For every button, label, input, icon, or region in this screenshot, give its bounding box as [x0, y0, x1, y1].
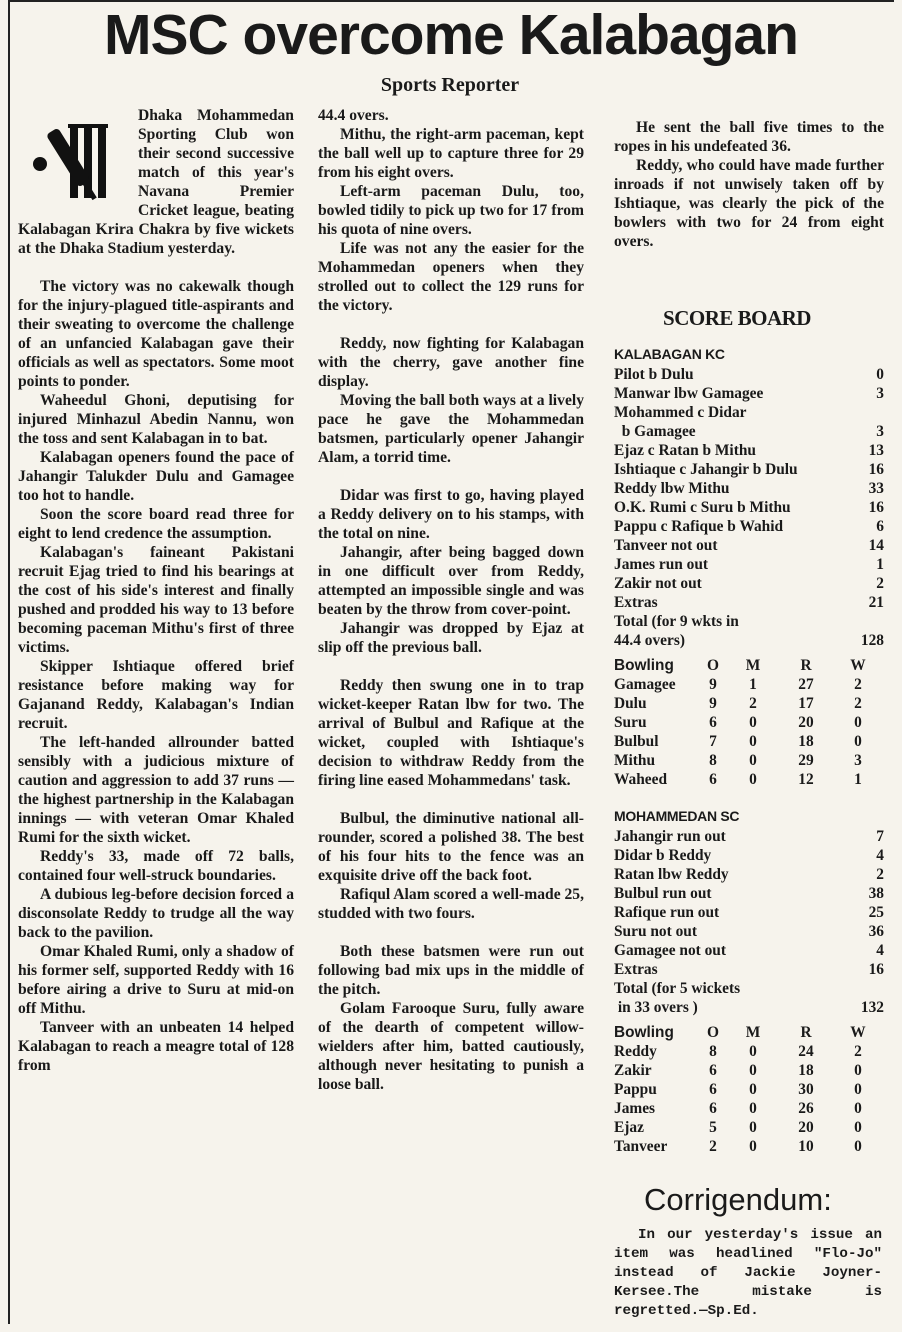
- batsman-runs: 3: [876, 385, 884, 402]
- paragraph: Mithu, the right-arm paceman, kept the ball well up to capture three for 29 from his eight overs.: [318, 126, 584, 181]
- bowling-figure: 0: [854, 1138, 862, 1155]
- batsman-dismissal: Suru not out: [614, 923, 697, 940]
- batsman-runs: 7: [876, 828, 884, 845]
- bowling-header-cell: R: [800, 1024, 812, 1041]
- paragraph: Kalabagan's faineant Pakistani recruit Ejag tried to find his bearings at the cost of his side's interest and finally pushed and prodded his way to 13 before becoming paceman Mithu's first of three victims.: [18, 544, 294, 656]
- batsman-runs: 132: [860, 999, 884, 1016]
- batting-row: [614, 422, 884, 441]
- batsman-runs: [856, 612, 884, 631]
- batsman-runs: 16: [868, 961, 884, 978]
- paragraph: Jahangir was dropped by Ejaz at slip off the previous ball.: [318, 620, 584, 656]
- batsman-runs: 33: [868, 480, 884, 497]
- batsman-dismissal: Extras: [614, 594, 658, 611]
- batsman-runs: 13: [868, 442, 884, 459]
- corrigendum-title: Corrigendum:: [644, 1182, 832, 1217]
- bowling-header-cell: Bowling: [614, 657, 674, 674]
- bowling-figure: 0: [854, 1062, 862, 1079]
- batsman-dismissal: Extras: [614, 961, 658, 978]
- batting-row: [614, 960, 884, 979]
- batsman-dismissal: b Gamagee: [614, 423, 696, 440]
- bowling-figure: 18: [798, 733, 814, 750]
- batting-row: [614, 403, 884, 422]
- bowling-figure: 0: [749, 1138, 757, 1155]
- lead-paragraph: Dhaka Mohammedan Sporting Club won their second successive match of this year's Navana Premier Cricket league, beating Kalabagan Krira Chakra by five wickets at the Dhaka Stadium yesterday.: [18, 107, 294, 257]
- bowling-figure: 0: [854, 1119, 862, 1136]
- batsman-dismissal: James run out: [614, 556, 709, 573]
- bowling-figure: 7: [709, 733, 717, 750]
- bowling-header-cell: M: [745, 1024, 761, 1041]
- bowling-figure: 6: [709, 1081, 717, 1098]
- batsman-runs: 3: [876, 423, 884, 440]
- bowler-name: Waheed: [614, 771, 668, 788]
- bowling-figure: 2: [709, 1138, 717, 1155]
- batsman-dismissal: Bulbul run out: [614, 885, 712, 902]
- batsman-dismissal: Ratan lbw Reddy: [614, 866, 729, 883]
- bowler-name: James: [614, 1100, 656, 1117]
- batsman-runs: 16: [868, 499, 884, 516]
- article-column-1: [18, 106, 294, 1075]
- paragraph: Both these batsmen were run out following bad mix ups in the middle of the pitch.: [318, 943, 584, 998]
- paragraph: Life was not any the easier for the Mohammedan openers when they strolled out to collect the 129 runs for the victory.: [318, 240, 584, 314]
- batsman-dismissal: Manwar lbw Gamagee: [614, 385, 764, 402]
- paragraph: Rafiqul Alam scored a well-made 25, studded with two fours.: [318, 886, 585, 922]
- bowling-header-cell: O: [707, 1024, 719, 1041]
- bowler-name: Reddy: [614, 1043, 657, 1060]
- batsman-runs: 38: [868, 885, 884, 902]
- batting-row: [614, 827, 884, 846]
- batting-row: [614, 941, 884, 960]
- batsman-runs: 25: [868, 904, 884, 921]
- paragraph: Reddy then swung one in to trap wicket-keeper Ratan lbw for two. The arrival of Bulbul and Rafique at the wicket, coupled with Ishtiaque's decision to withdraw Reddy from the firing line eased Mohammedans' task.: [318, 677, 584, 789]
- bowler-name: Mithu: [614, 752, 656, 769]
- batting-row: [614, 865, 884, 884]
- bowling-figure: 2: [854, 1043, 862, 1060]
- batting-row: [614, 460, 884, 479]
- batting-row: [614, 846, 884, 865]
- article-column-3: [614, 118, 884, 251]
- batsman-runs: 2: [876, 575, 884, 592]
- batsman-dismissal: Tanveer not out: [614, 537, 718, 554]
- batsman-runs: 6: [876, 518, 884, 535]
- batting-row: [614, 479, 884, 498]
- bowling-header-cell: Bowling: [614, 1024, 674, 1041]
- bowling-header-cell: W: [850, 1024, 866, 1041]
- bowler-name: Tanveer: [614, 1138, 668, 1155]
- bowling-figure: 8: [709, 1043, 717, 1060]
- bowling-figure: 18: [798, 1062, 814, 1079]
- bowling-figure: 0: [749, 1062, 757, 1079]
- paragraph: Moving the ball both ways at a lively pace he gave the Mohammedan batsmen, particularly opener Jahangir Alam, a torrid time.: [318, 392, 584, 466]
- bowling-table: [614, 656, 884, 789]
- bowling-figure: 20: [798, 1119, 814, 1136]
- bowling-figure: 6: [709, 1100, 717, 1117]
- bowling-header-cell: R: [800, 657, 812, 674]
- batting-row: [614, 631, 884, 650]
- batsman-runs: [856, 979, 884, 998]
- batting-list: [614, 365, 884, 650]
- batting-row: [614, 979, 884, 998]
- batsman-dismissal: Mohammed c Didar: [614, 404, 747, 421]
- bowling-header-cell: W: [850, 657, 866, 674]
- batsman-dismissal: Reddy lbw Mithu: [614, 480, 730, 497]
- batsman-dismissal: Jahangir run out: [614, 828, 726, 845]
- batsman-runs: 4: [876, 847, 884, 864]
- corrigendum-text: In our yesterday's issue an item was headlined "Flo-Jo" instead of Jackie Joyner-Kersee.The mistake is regretted.—Sp.Ed.: [614, 1227, 882, 1319]
- bowling-figure: 2: [854, 695, 862, 712]
- article-column-2: [318, 106, 584, 1094]
- batsman-dismissal: Zakir not out: [614, 575, 702, 592]
- bowling-figure: 0: [749, 714, 757, 731]
- bowling-figure: 8: [709, 752, 717, 769]
- bowling-figure: 0: [749, 752, 757, 769]
- paragraph: Reddy, who could have made further inroads if not unwisely taken off by Ishtiaque, was clearly the pick of the bowlers with two for 24 from eight overs.: [614, 157, 884, 250]
- bowler-name: Pappu: [614, 1081, 657, 1098]
- bowling-figure: 26: [798, 1100, 814, 1117]
- paragraph: Jahangir, after being bagged down in one difficult over from Reddy, attempted an impossible single and was beaten by the throw from cover-point.: [318, 544, 584, 618]
- batting-row: [614, 498, 884, 517]
- bowling-figure: 12: [798, 771, 814, 788]
- batsman-runs: 21: [868, 594, 884, 611]
- batting-row: [614, 998, 884, 1017]
- bowler-name: Zakir: [614, 1062, 652, 1079]
- team-name: KALABAGAN KC: [614, 346, 725, 362]
- batting-list: [614, 827, 884, 1017]
- bowler-name: Suru: [614, 714, 647, 731]
- batting-row: [614, 365, 884, 384]
- batsman-dismissal: Ejaz c Ratan b Mithu: [614, 442, 756, 459]
- scoreboard-title: SCORE BOARD: [663, 306, 811, 330]
- batsman-dismissal: Total (for 5 wickets: [614, 980, 741, 997]
- bowling-figure: 0: [749, 1081, 757, 1098]
- batsman-dismissal: Pilot b Dulu: [614, 366, 694, 383]
- batsman-dismissal: Gamagee not out: [614, 942, 726, 959]
- batting-row: [614, 593, 884, 612]
- paragraph: Soon the score board read three for eight to lend credence the assumption.: [18, 506, 294, 542]
- bowling-figure: 30: [798, 1081, 814, 1098]
- batsman-dismissal: 44.4 overs): [614, 632, 685, 649]
- bowler-name: Dulu: [614, 695, 647, 712]
- batting-row: [614, 574, 884, 593]
- scoreboard-mohammedan: [614, 806, 884, 1156]
- bowling-figure: 27: [798, 676, 814, 693]
- paragraph: Didar was first to go, having played a Reddy delivery on to his stamps, with the total on nine.: [318, 487, 584, 542]
- batting-row: [614, 441, 884, 460]
- bowling-figure: 0: [749, 771, 757, 788]
- batsman-runs: 14: [868, 537, 884, 554]
- bowling-figure: 0: [749, 1043, 757, 1060]
- paragraph: The victory was no cakewalk though for the injury-plagued title-aspirants and their sweating to overcome the challenge of an unfancied Kalabagan gave their officials as well as spectators. Some moot points to ponder.: [18, 278, 294, 390]
- bowling-figure: 0: [749, 1119, 757, 1136]
- bowling-figure: 3: [854, 752, 862, 769]
- bowling-figure: 1: [854, 771, 862, 788]
- scoreboard-kalabagan: [614, 344, 884, 789]
- batting-row: [614, 555, 884, 574]
- bowling-header-cell: O: [707, 657, 719, 674]
- batsman-dismissal: Total (for 9 wkts in: [614, 613, 739, 630]
- batsman-dismissal: Ishtiaque c Jahangir b Dulu: [614, 461, 798, 478]
- bowling-figure: 9: [709, 676, 717, 693]
- batting-row: [614, 612, 884, 631]
- bowling-figure: 0: [749, 733, 757, 750]
- bowling-figure: 0: [854, 1081, 862, 1098]
- bowling-figure: 5: [709, 1119, 717, 1136]
- batting-row: [614, 517, 884, 536]
- paragraph: Omar Khaled Rumi, only a shadow of his former self, supported Reddy with 16 before airing a drive to Suru at mid-on off Mithu.: [18, 943, 294, 1017]
- batsman-runs: 0: [876, 366, 884, 383]
- paragraph: 44.4 overs.: [318, 107, 389, 124]
- batsman-runs: 16: [868, 461, 884, 478]
- paragraph: Golam Farooque Suru, fully aware of the dearth of competent willow-wielders after him, batted cautiously, although never hesitating to punish a loose ball.: [318, 1000, 584, 1093]
- batsman-runs: 1: [876, 556, 884, 573]
- team-name: MOHAMMEDAN SC: [614, 808, 740, 824]
- paragraph: Skipper Ishtiaque offered brief resistance before making way for Gajanand Reddy, Kalabagan's Indian recruit.: [18, 658, 294, 732]
- batsman-runs: 2: [876, 866, 884, 883]
- bowling-figure: 0: [854, 733, 862, 750]
- bowling-figure: 0: [749, 1100, 757, 1117]
- paragraph: The left-handed allrounder batted sensibly with a judicious mixture of caution and aggression to add 37 runs — the highest partnership in the Kalabagan innings — with veteran Omar Khaled Rumi for the sixth wicket.: [18, 734, 294, 846]
- bowling-figure: 0: [854, 1100, 862, 1117]
- bowler-name: Gamagee: [614, 676, 676, 693]
- paragraph: Reddy, now fighting for Kalabagan with the cherry, gave another fine display.: [318, 335, 584, 390]
- bowling-figure: 29: [798, 752, 814, 769]
- batting-row: [614, 536, 884, 555]
- batting-row: [614, 903, 884, 922]
- bowling-figure: 1: [749, 676, 757, 693]
- paragraph: He sent the ball five times to the ropes in his undefeated 36.: [614, 119, 884, 155]
- bowling-figure: 6: [709, 771, 717, 788]
- batsman-dismissal: Rafique run out: [614, 904, 720, 921]
- paragraph: Waheedul Ghoni, deputising for injured Minhazul Abedin Nannu, won the toss and sent Kalabagan in to bat.: [18, 392, 294, 447]
- bowling-figure: 2: [854, 676, 862, 693]
- bowler-name: Bulbul: [614, 733, 659, 750]
- bowling-figure: 9: [709, 695, 717, 712]
- bowling-figure: 20: [798, 714, 814, 731]
- batting-row: [614, 884, 884, 903]
- byline: Sports Reporter: [380, 74, 520, 96]
- paragraph: Kalabagan openers found the pace of Jahangir Talukder Dulu and Gamagee too hot to handle.: [18, 449, 294, 504]
- batsman-dismissal: O.K. Rumi c Suru b Mithu: [614, 499, 791, 516]
- batsman-dismissal: Pappu c Rafique b Wahid: [614, 518, 784, 535]
- batting-row: [614, 384, 884, 403]
- batsman-dismissal: Didar b Reddy: [614, 847, 712, 864]
- batsman-dismissal: in 33 overs ): [614, 999, 698, 1016]
- bowling-figure: 17: [798, 695, 814, 712]
- headline: MSC overcome Kalabagan: [104, 3, 798, 67]
- bowler-name: Ejaz: [614, 1119, 644, 1136]
- batsman-runs: 4: [876, 942, 884, 959]
- batsman-runs: [856, 403, 884, 422]
- bowling-header-cell: M: [745, 657, 761, 674]
- paragraph: Reddy's 33, made off 72 balls, contained four well-struck boundaries.: [18, 848, 294, 884]
- paragraph: Tanveer with an unbeaten 14 helped Kalabagan to reach a meagre total of 128 from: [18, 1019, 294, 1074]
- batsman-runs: 128: [860, 632, 884, 649]
- paragraph: Bulbul, the diminutive national all-rounder, scored a polished 38. The best of his four hits to the fence was an exquisite drive off the back foot.: [318, 810, 584, 884]
- bowling-figure: 2: [749, 695, 757, 712]
- paragraph: A dubious leg-before decision forced a disconsolate Reddy to trudge all the way back to the pavilion.: [18, 886, 294, 941]
- left-rule: [8, 0, 10, 1324]
- bowling-figure: 6: [709, 714, 717, 731]
- bowling-figure: 6: [709, 1062, 717, 1079]
- bowling-figure: 0: [854, 714, 862, 731]
- batting-row: [614, 922, 884, 941]
- batsman-runs: 36: [868, 923, 884, 940]
- bowling-table: [614, 1023, 884, 1156]
- bowling-figure: 10: [798, 1138, 814, 1155]
- cricket-bat-ball-stumps-icon: [18, 112, 134, 204]
- bowling-figure: 24: [798, 1043, 814, 1060]
- paragraph: Left-arm paceman Dulu, too, bowled tidily to pick up two for 17 from his quota of nine overs.: [318, 183, 584, 238]
